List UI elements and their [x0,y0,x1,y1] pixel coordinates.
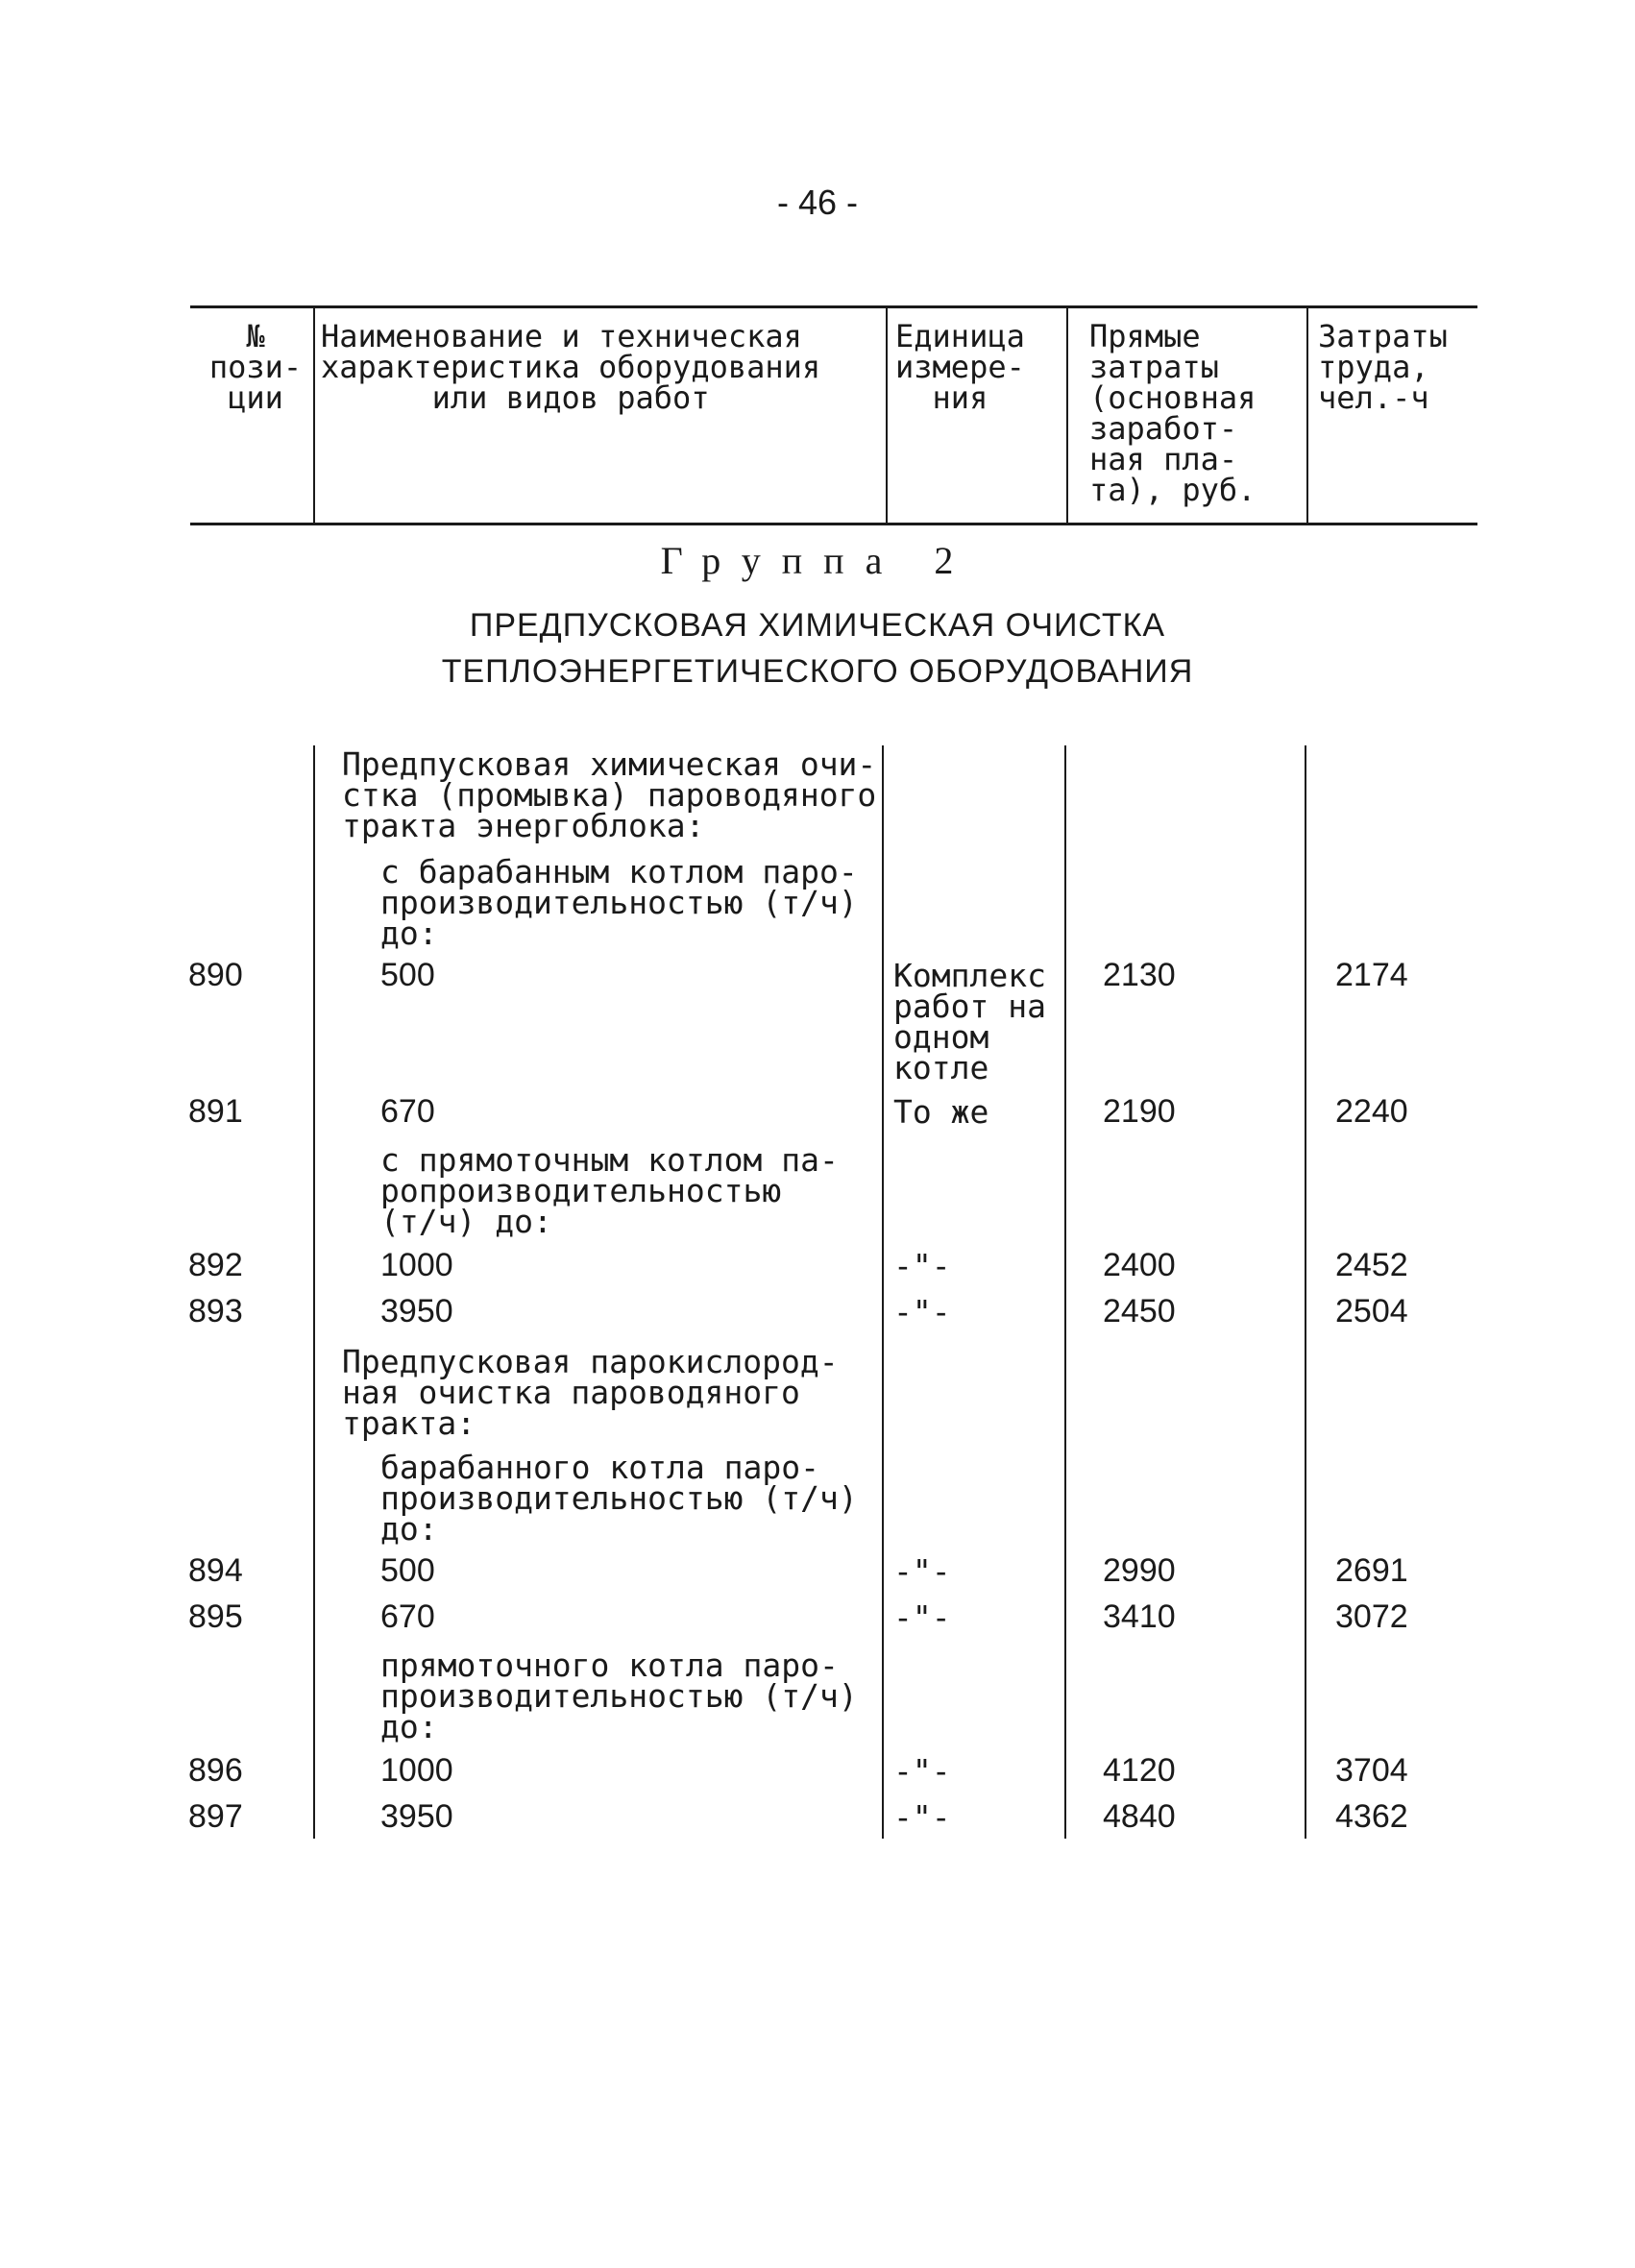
table-row-labor: 3704 [1335,1752,1408,1789]
table-row-position: 894 [188,1552,243,1589]
table-row-parameter: 670 [380,1598,435,1635]
section-description: Предпусковая парокислород- ная очистка пароводяного тракта: [342,1343,839,1442]
table-row-cost: 2400 [1103,1247,1176,1283]
table-row-unit: -"- [893,1798,951,1836]
table-row-parameter: 3950 [380,1293,453,1329]
section-title: ТЕПЛОЭНЕРГЕТИЧЕСКОГО ОБОРУДОВАНИЯ [441,653,1194,690]
table-row-cost: 4120 [1103,1752,1176,1789]
subsection-description: барабанного котла паро- производительностью (т/ч) до: [380,1449,858,1548]
page-number: - 46 - [776,183,859,222]
table-row-unit: -"- [893,1598,951,1636]
body-divider [313,745,315,1839]
table-row-unit: -"- [893,1552,951,1590]
table-row-cost: 2190 [1103,1093,1176,1130]
table-row-labor: 2240 [1335,1093,1408,1130]
header-position: № пози- ции [208,318,303,416]
table-row-parameter: 3950 [380,1798,453,1835]
body-divider [1064,745,1066,1839]
table-row-labor: 2452 [1335,1247,1408,1283]
table-row-labor: 2691 [1335,1552,1408,1589]
header-bottom-rule [190,523,1477,525]
body-divider [882,745,884,1839]
subsection-description: с барабанным котлом паро- производительностью (т/ч) до: [380,853,858,952]
header-divider [886,305,888,524]
header-divider [1306,305,1308,524]
table-row-parameter: 1000 [380,1247,453,1283]
section-title: ПРЕДПУСКОВАЯ ХИМИЧЕСКАЯ ОЧИСТКА [469,607,1166,644]
table-row-labor: 2174 [1335,957,1408,993]
table-row-position: 890 [188,957,243,993]
table-row-cost: 2990 [1103,1552,1176,1589]
table-row-position: 891 [188,1093,243,1130]
table-row-cost: 4840 [1103,1798,1176,1835]
table-row-parameter: 500 [380,1552,435,1589]
section-description: Предпусковая химическая очи- стка (промывка) пароводяного тракта энергоблока: [342,745,877,844]
subsection-description: с прямоточным котлом па- ропроизводительностью (т/ч) до: [380,1141,839,1240]
header-direct-cost: Прямые затраты (основная заработ- ная пла- та), руб. [1089,318,1257,508]
table-row-parameter: 500 [380,957,435,993]
header-divider [1066,305,1068,524]
table-row-parameter: 1000 [380,1752,453,1789]
table-row-cost: 2450 [1103,1293,1176,1329]
table-row-position: 895 [188,1598,243,1635]
group-title: Группа 2 [660,539,975,582]
table-row-position: 893 [188,1293,243,1329]
table-row-position: 897 [188,1798,243,1835]
table-row-unit: -"- [893,1247,951,1284]
table-row-position: 892 [188,1247,243,1283]
table-row-unit: -"- [893,1293,951,1330]
table-row-unit: То же [893,1093,989,1131]
table-row-unit: Комплекс работ на одном котле [893,957,1046,1086]
table-row-unit: -"- [893,1752,951,1790]
subsection-description: прямоточного котла паро- производительностью (т/ч) до: [380,1646,858,1745]
table-row-position: 896 [188,1752,243,1789]
table-row-labor: 3072 [1335,1598,1408,1635]
table-row-cost: 2130 [1103,957,1176,993]
table-row-labor: 2504 [1335,1293,1408,1329]
table-row-cost: 3410 [1103,1598,1176,1635]
header-description: Наименование и техническая характеристика оборудования или видов работ [321,318,821,416]
body-divider [1305,745,1306,1839]
header-unit: Единица измере- ния [895,318,1025,416]
header-top-rule [190,305,1477,308]
header-labor: Затраты труда, чел.-ч [1318,318,1448,416]
table-row-parameter: 670 [380,1093,435,1130]
header-divider [313,305,315,524]
table-row-labor: 4362 [1335,1798,1408,1835]
